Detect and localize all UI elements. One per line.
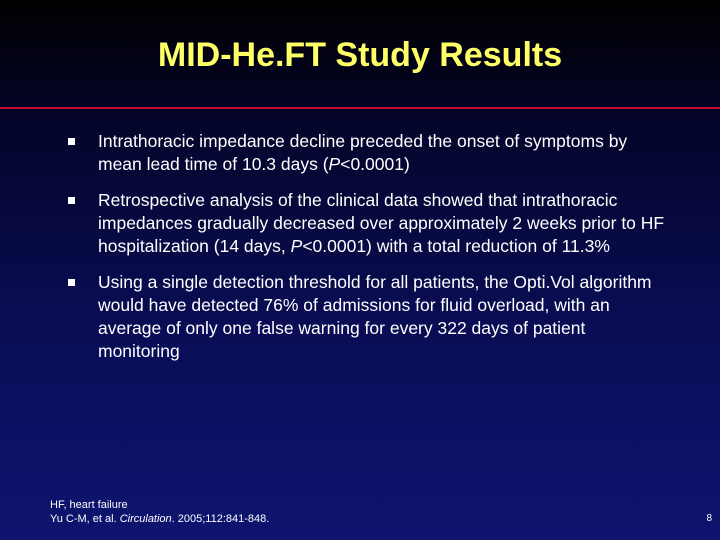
bullet-list — [68, 130, 668, 376]
footnote-abbreviation: HF, heart failure — [50, 499, 128, 511]
bullet-text: Retrospective analysis of the clinical data showed that intrathoracic impedances gradually decreased over approximately 2 weeks prior to HF hospitalization (14 days, — [98, 190, 665, 256]
page-number: 8 — [706, 513, 712, 524]
bullet-italic: P — [328, 154, 341, 174]
footnote — [50, 498, 269, 526]
reference-citation: . 2005;112:841-848. — [171, 513, 270, 525]
square-bullet-icon — [68, 279, 75, 286]
bullet-italic: P — [290, 236, 303, 256]
reference-authors: Yu C-M, et al. — [50, 513, 120, 525]
slide-title: MID-He.FT Study Results — [157, 36, 563, 74]
bullet-text-end: <0.0001) with a total reduction of 11.3% — [302, 236, 610, 256]
title-divider — [0, 107, 720, 109]
bullet-text-end: <0.0001) — [340, 154, 410, 174]
square-bullet-icon — [68, 138, 75, 145]
square-bullet-icon — [68, 197, 75, 204]
bullet-item-2 — [68, 189, 668, 258]
bullet-text: Intrathoracic impedance decline preceded the onset of symptoms by mean lead time of 10.3 days ( — [98, 131, 628, 174]
reference-journal: Circulation — [119, 513, 172, 525]
footnote-reference — [50, 512, 269, 526]
bullet-text: Using a single detection threshold for all patients, the Opti.Vol algorithm would have detected 76% of admissions for fluid overload, with an average of only one false warning for every 322 days of patient monitoring — [98, 272, 652, 361]
bullet-item-1 — [68, 130, 668, 176]
bullet-item-3 — [68, 271, 668, 363]
